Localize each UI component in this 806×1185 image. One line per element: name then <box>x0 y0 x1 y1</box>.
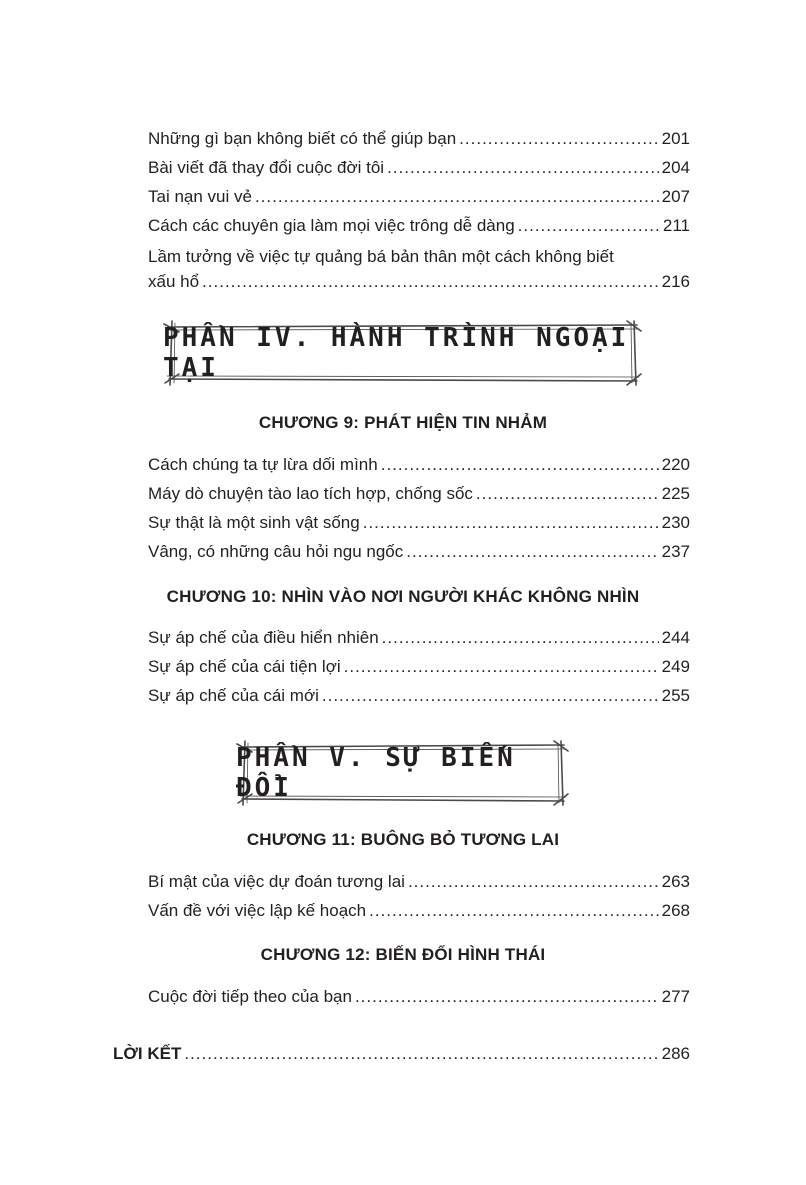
dot-leader <box>476 483 659 505</box>
toc-entry-title: Sự áp chế của điều hiển nhiên <box>148 628 379 647</box>
dot-leader <box>202 269 659 294</box>
toc-entry-page: 249 <box>661 657 690 676</box>
toc-entry-title: Tai nạn vui vẻ <box>148 187 252 206</box>
toc-entry-title: Sự áp chế của cái tiện lợi <box>148 657 341 676</box>
toc-entry-title: Sự áp chế của cái mới <box>148 686 319 705</box>
toc-entry-title: Những gì bạn không biết có thể giúp bạn <box>148 129 457 148</box>
toc-entry[interactable] <box>148 656 690 678</box>
toc-entry-title: Bí mật của việc dự đoán tương lai <box>148 872 405 891</box>
toc-entry-title: Cách chúng ta tự lừa dối mình <box>148 455 378 474</box>
part-4-banner <box>163 318 643 388</box>
dot-leader <box>518 215 660 237</box>
chapter-heading: CHƯƠNG 12: BIẾN ĐỔI HÌNH THÁI <box>260 945 546 964</box>
toc-entry-epilogue[interactable] <box>113 1043 690 1065</box>
toc-entry-title: Bài viết đã thay đổi cuộc đời tôi <box>148 158 385 177</box>
dot-leader <box>184 1043 658 1065</box>
dot-leader <box>363 512 659 534</box>
chapter-heading: CHƯƠNG 10: NHÌN VÀO NƠI NGƯỜI KHÁC KHÔNG NHÌN <box>166 587 640 606</box>
toc-entry[interactable] <box>148 157 690 179</box>
toc-entry-title-line1: Lầm tưởng về việc tự quảng bá bản thân một cách không biết <box>148 247 614 266</box>
toc-entry[interactable] <box>148 215 690 237</box>
toc-entry-title: Vấn đề với việc lập kế hoạch <box>148 901 367 920</box>
toc-entry[interactable] <box>148 454 690 476</box>
toc-entry[interactable] <box>148 512 690 534</box>
chapter-heading: CHƯƠNG 11: BUÔNG BỎ TƯƠNG LAI <box>246 830 560 849</box>
dot-leader <box>369 900 659 922</box>
toc-entry[interactable] <box>148 541 690 563</box>
toc-entry-page: 255 <box>661 686 690 705</box>
toc-entry[interactable] <box>148 627 690 649</box>
toc-entry-title: Cuộc đời tiếp theo của bạn <box>148 987 352 1006</box>
dot-leader <box>381 454 659 476</box>
toc-entry-page: 277 <box>661 987 690 1006</box>
dot-leader <box>387 157 659 179</box>
toc-entry-page: 237 <box>661 542 690 561</box>
toc-entry[interactable] <box>148 685 690 707</box>
dot-leader <box>406 541 658 563</box>
dot-leader <box>322 685 659 707</box>
toc-entry-title: Vâng, có những câu hỏi ngu ngốc <box>148 542 404 561</box>
dot-leader <box>344 656 659 678</box>
chapter-heading: CHƯƠNG 9: PHÁT HIỆN TIN NHẢM <box>258 413 548 432</box>
toc-entry-page: 201 <box>661 129 690 148</box>
toc-entry[interactable] <box>148 186 690 208</box>
part-title: PHẦN IV. HÀNH TRÌNH NGOẠI TẠI <box>163 323 630 383</box>
toc-entry-page: 263 <box>661 872 690 891</box>
toc-entry-title: Sự thật là một sinh vật sống <box>148 513 360 532</box>
toc-entry-wrapped[interactable] <box>148 244 690 294</box>
toc-entry-page: 211 <box>662 216 690 235</box>
toc-entry-page: 286 <box>661 1044 690 1063</box>
toc-entry-title: Cách các chuyên gia làm mọi việc trông dễ dàng <box>148 216 515 235</box>
toc-entry[interactable] <box>148 128 690 150</box>
toc-entry[interactable] <box>148 986 690 1008</box>
toc-entry-title-line2: xấu hổ <box>148 272 200 291</box>
toc-entry-page: 225 <box>661 484 690 503</box>
toc-entry-title: LỜI KẾT <box>113 1044 182 1063</box>
dot-leader <box>382 627 659 649</box>
toc-entry-page: 268 <box>661 901 690 920</box>
dot-leader <box>459 128 658 150</box>
toc-entry-page: 244 <box>661 628 690 647</box>
toc-entry-page: 220 <box>661 455 690 474</box>
part-title: PHẦN V. SỰ BIẾN ĐỔI <box>236 743 516 803</box>
toc-entry-title: Máy dò chuyện tào lao tích hợp, chống sốc <box>148 484 473 503</box>
toc-entry[interactable] <box>148 871 690 893</box>
toc-entry[interactable] <box>148 483 690 505</box>
toc-entry-page: 216 <box>661 272 690 291</box>
toc-entry-page: 230 <box>661 513 690 532</box>
toc-entry-page: 204 <box>661 158 690 177</box>
toc-entry-page: 207 <box>661 187 690 206</box>
dot-leader <box>408 871 659 893</box>
dot-leader <box>355 986 659 1008</box>
part-5-banner <box>236 738 570 808</box>
dot-leader <box>255 186 659 208</box>
toc-entry[interactable] <box>148 900 690 922</box>
